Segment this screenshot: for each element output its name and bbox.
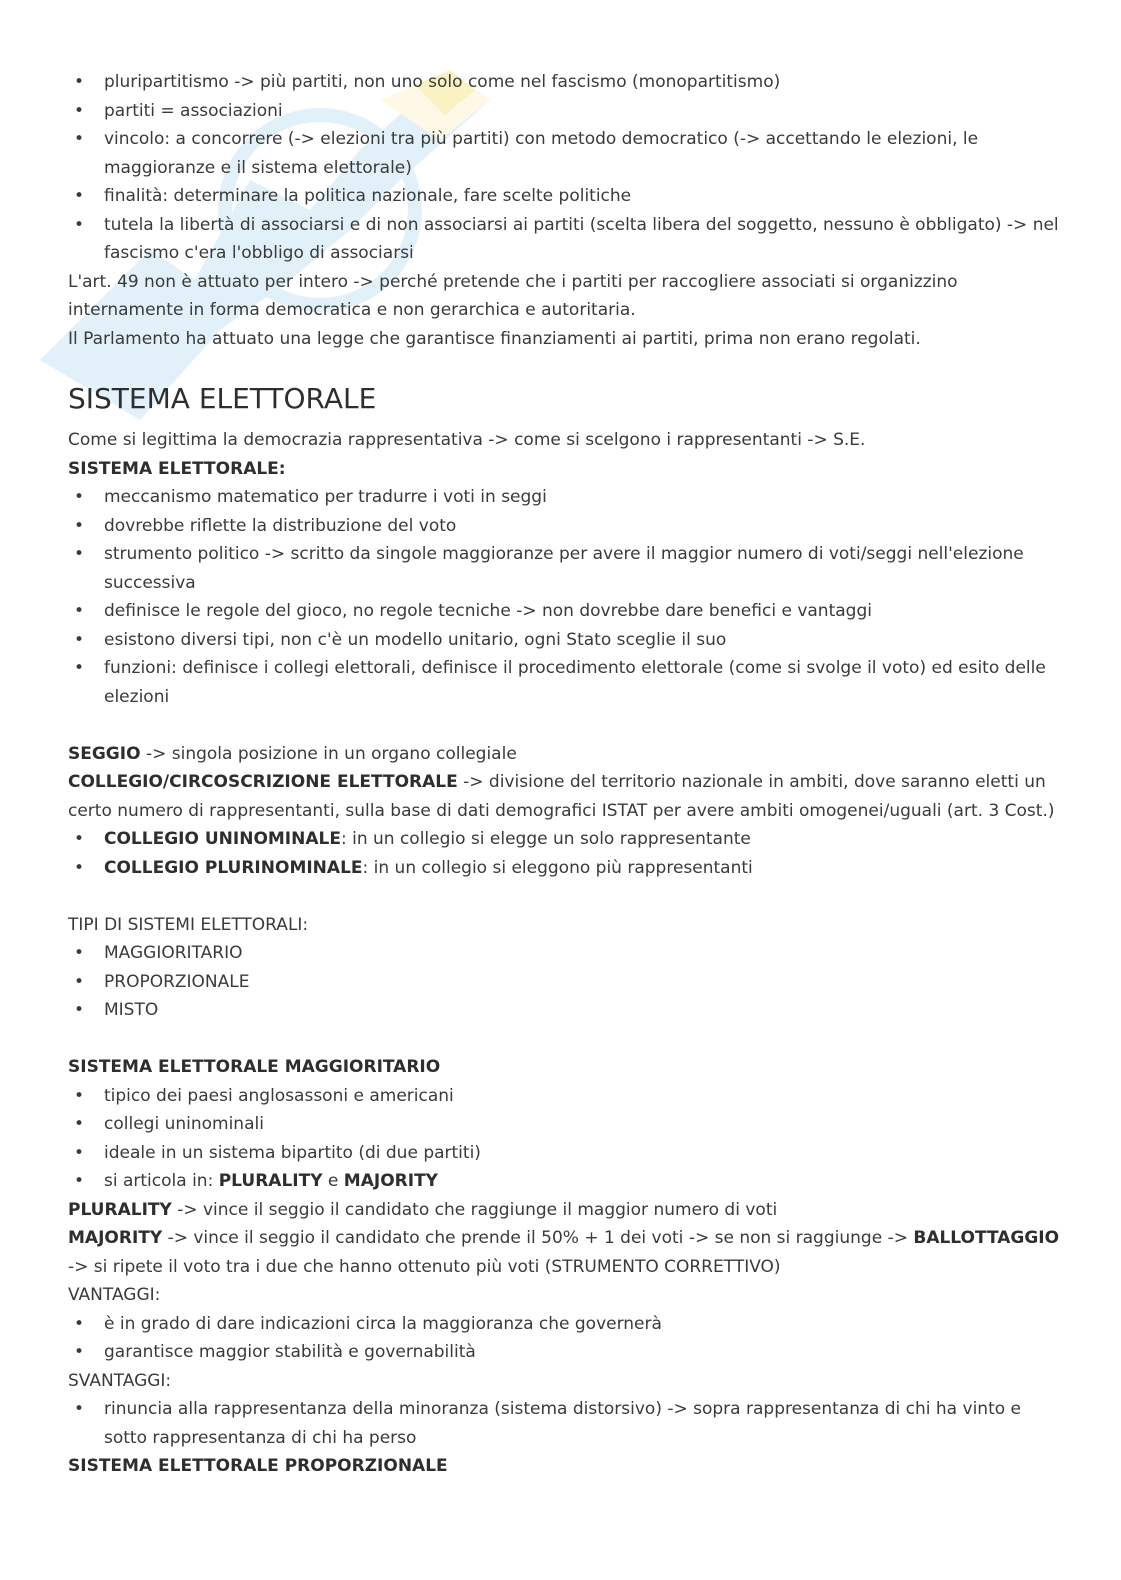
vantaggi-label: VANTAGGI: (68, 1285, 161, 1305)
svantaggi-label: SVANTAGGI: (68, 1370, 172, 1391)
list-item: • funzioni: definisce i collegi elettorali, definisce il procedimento elettorale (come si svolge il voto) ed esito delle elezioni (68, 654, 1061, 711)
text: si articola in: (104, 1171, 219, 1191)
tipi-list (68, 939, 1061, 1025)
definition: -> divisione del territorio nazionale in ambiti, dove saranno eletti un certo numero di rappresentanti, sulla base di dati demografici ISTAT per avere ambiti omogenei/uguali (art. 3 Cost.) (68, 772, 1055, 821)
term: BALLOTTAGGIO (913, 1228, 1060, 1248)
list-item (68, 825, 1061, 854)
term: SEGGIO (68, 743, 141, 764)
list-item: • MISTO (68, 996, 1061, 1025)
term: PLURALITY (68, 1199, 172, 1220)
list-item: • PROPORZIONALE (68, 968, 1061, 997)
text: e (322, 1171, 344, 1191)
section-heading: SISTEMA ELETTORALE (68, 382, 377, 415)
term: COLLEGIO/CIRCOSCRIZIONE ELETTORALE (68, 772, 458, 792)
seggio-definition (68, 740, 1061, 769)
definition: : in un collegio si eleggono più rappresentanti (362, 857, 753, 878)
list-item: • collegi uninominali (68, 1110, 1061, 1139)
maggioritario-list (68, 1082, 1061, 1196)
sistema-list (68, 483, 1061, 711)
term: MAJORITY (68, 1228, 163, 1248)
term: COLLEGIO UNINOMINALE (104, 829, 341, 849)
definition: : in un collegio si elegge un solo rappresentante (340, 829, 751, 849)
term: PLURALITY (218, 1171, 323, 1191)
list-item: • finalità: determinare la politica nazionale, fare scelte politiche (68, 182, 1061, 211)
definition: -> vince il seggio il candidato che prende il 50% + 1 dei voti -> se non si raggiunge -> (162, 1228, 914, 1248)
list-item (68, 854, 1061, 883)
list-item: • strumento politico -> scritto da singole maggioranze per avere il maggior numero di voti/seggi nell'elezione successiva (68, 540, 1061, 597)
svantaggi-list (68, 1395, 1061, 1452)
list-item: • meccanismo matematico per tradurre i voti in seggi (68, 483, 1061, 512)
paragraph-art49: L'art. 49 non è attuato per intero -> perché pretende che i partiti per raccogliere associati si organizzino internamente in forma democratica e non gerarchica e autoritaria. (68, 271, 958, 320)
term: MAJORITY (343, 1171, 438, 1191)
subheading: SISTEMA ELETTORALE: (68, 458, 286, 479)
collegio-definition (68, 768, 1061, 825)
list-item: • pluripartitismo -> più partiti, non uno solo come nel fascismo (monopartitismo) (68, 68, 1061, 97)
maggioritario-heading: SISTEMA ELETTORALE MAGGIORITARIO (68, 1057, 441, 1077)
list-item: • dovrebbe riflette la distribuzione del voto (68, 512, 1061, 541)
list-item: • esistono diversi tipi, non c'è un modello unitario, ogni Stato sceglie il suo (68, 626, 1061, 655)
list-item: • ideale in un sistema bipartito (di due partiti) (68, 1139, 1061, 1168)
definition: -> si ripete il voto tra i due che hanno ottenuto più voti (STRUMENTO CORRETTIVO) (68, 1256, 781, 1277)
term: COLLEGIO PLURINOMINALE (104, 857, 363, 878)
list-item: • garantisce maggior stabilità e governabilità (68, 1338, 1061, 1367)
definition: -> vince il seggio il candidato che raggiunge il maggior numero di voti (171, 1199, 778, 1220)
tipi-heading: TIPI DI SISTEMI ELETTORALI: (68, 914, 309, 935)
list-item: • vincolo: a concorrere (-> elezioni tra più partiti) con metodo democratico (-> accettando le elezioni, le maggioranze e il sistema elettorale) (68, 125, 1061, 182)
paragraph-finanziamenti: Il Parlamento ha attuato una legge che garantisce finanziamenti ai partiti, prima non erano regolati. (68, 328, 921, 349)
list-item: • tipico dei paesi anglosassoni e americani (68, 1082, 1061, 1111)
list-item: • rinuncia alla rappresentanza della minoranza (sistema distorsivo) -> sopra rappresentanza di chi ha vinto e sotto rappresentanza di chi ha perso (68, 1395, 1061, 1452)
majority-definition (68, 1224, 1061, 1281)
proporzionale-heading: SISTEMA ELETTORALE PROPORZIONALE (68, 1456, 448, 1476)
vantaggi-list (68, 1310, 1061, 1367)
parties-list (68, 68, 1061, 268)
list-item: • definisce le regole del gioco, no regole tecniche -> non dovrebbe dare benefici e vantaggi (68, 597, 1061, 626)
section-intro: Come si legittima la democrazia rappresentativa -> come si scelgono i rappresentanti -> S.E. (68, 430, 866, 450)
list-item (68, 1167, 1061, 1196)
definition: -> singola posizione in un organo collegiale (140, 743, 517, 764)
list-item: • è in grado di dare indicazioni circa la maggioranza che governerà (68, 1310, 1061, 1339)
list-item: • tutela la libertà di associarsi e di non associarsi ai partiti (scelta libera del soggetto, nessuno è obbligato) -> nel fascismo c'era l'obbligo di associarsi (68, 211, 1061, 268)
collegio-list (68, 825, 1061, 882)
list-item: • partiti = associazioni (68, 97, 1061, 126)
plurality-definition (68, 1196, 1061, 1225)
list-item: • MAGGIORITARIO (68, 939, 1061, 968)
